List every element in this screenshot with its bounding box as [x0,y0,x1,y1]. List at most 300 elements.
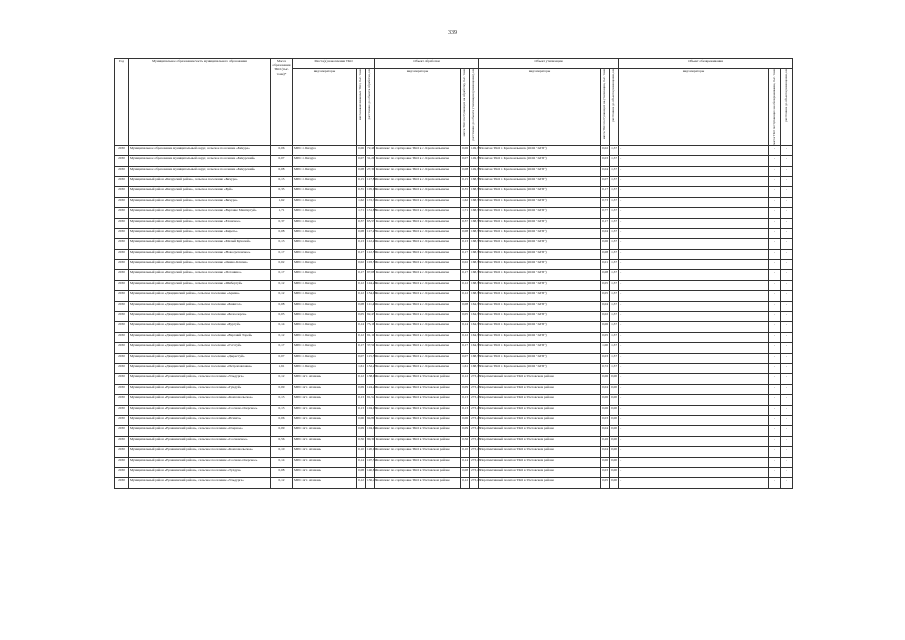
table-cell: 149,73 [470,166,479,176]
table-cell: 0,06 [357,145,366,155]
table-cell: 0,04 [601,384,610,394]
table-cell: 0,13 [461,395,470,405]
table-cell: Комплекс по сортировке ТКО в с. Красноильинске [375,364,461,374]
table-cell: 1,37 [610,249,619,259]
table-cell: - [619,145,769,155]
table-cell: Комплекс по сортировке ТКО в Улетовском районе [375,384,461,394]
table-cell: 0,04 [601,447,610,457]
table-cell: Муниципальный район «Еравнинский район», сельское поселение «Ульдурга» [129,374,271,384]
table-cell: 0,02 [601,145,610,155]
table-cell: 164,33 [470,301,479,311]
table-cell: Полигон ТКО г. Красноильинск (ООО "АТП") [479,166,601,176]
table-cell: 1,37 [610,208,619,218]
table-cell: 0,17 [357,270,366,280]
table-cell: - [769,249,781,259]
table-cell: Муниципальный район «Бичурский район», сельское поселение «Верхние Мангиртуй» [129,208,271,218]
table-cell: - [769,436,781,446]
table-cell: 111,42 [366,301,375,311]
table-cell: 1,71 [271,208,293,218]
table-cell: - [769,364,781,374]
table-cell: - [619,187,769,197]
table-cell: 1,62 [461,197,470,207]
table-cell: 104,15 [366,405,375,415]
table-cell: Муниципальный район «Еравнинский район», сельское поселение «Тулдун» [129,467,271,477]
table-row [115,374,793,384]
table-cell: 0,08 [271,301,293,311]
table-cell: 273,43 [470,426,479,436]
table-row [115,395,793,405]
table-cell: - [769,426,781,436]
table-cell: Полигон ТКО г. Красноильинск (ООО "АТП") [479,353,601,363]
table-row [115,166,793,176]
table-row [115,249,793,259]
table-row [115,187,793,197]
table-cell: 0,06 [601,457,610,467]
table-cell: Полигон ТКО г. Красноильинск (ООО "АТП") [479,156,601,166]
table-cell: 0,05 [357,312,366,322]
table-row [115,322,793,332]
table-cell: 1,00 [601,343,610,353]
table-row [115,280,793,290]
table-cell: - [781,249,793,259]
header-accumulation-v2: расстояние до объекта обработки, км [366,69,375,146]
table-cell: - [781,145,793,155]
table-cell: - [619,395,769,405]
table-cell: 0,35 [357,187,366,197]
table-cell: 2030 [115,436,129,446]
table-cell: - [769,405,781,415]
table-cell: 0,56 [461,436,470,446]
table-cell: МПС г. Бичура [293,228,357,238]
table-cell: 0,08 [271,467,293,477]
table-row [115,343,793,353]
table-cell: - [769,156,781,166]
table-cell: Комплекс по сортировке ТКО в Улетовском районе [375,426,461,436]
table-cell: - [769,374,781,384]
table-cell: 0,13 [461,239,470,249]
table-cell: - [619,374,769,384]
table-cell: 94,80 [366,415,375,425]
table-cell: - [619,457,769,467]
table-cell: МПС пгт. Атамань [293,457,357,467]
table-cell: 0,12 [357,280,366,290]
table-cell: 91,10 [366,332,375,342]
table-cell: 1,37 [610,332,619,342]
header-processing-v1: масса ТКО поступающих на обработку, тыс. тонн [461,69,470,146]
table-cell: 0,04 [601,301,610,311]
table-cell: - [769,312,781,322]
table-cell: 0,12 [357,332,366,342]
table-cell: МПС г. Бичура [293,239,357,249]
table-cell: - [781,405,793,415]
table-row [115,312,793,322]
table-cell: 0,72 [601,364,610,374]
table-cell: Полигон ТКО г. Красноильинск (ООО "АТП") [479,270,601,280]
header-utilization: Объект утилизации [479,59,619,69]
table-cell: - [619,228,769,238]
page-number: 339 [448,30,457,36]
table-cell: 2030 [115,156,129,166]
table-cell: 164,33 [470,343,479,353]
table-cell: - [769,280,781,290]
table-cell: - [619,415,769,425]
header-disposal-v1: масса ТКО поступающих на обезвреживание, тыс. тонн [769,69,781,146]
table-cell: МПС пгт. Атамань [293,405,357,415]
table-cell: МПС пгт. Атамань [293,436,357,446]
table-cell: Полигон ТКО г. Красноильинск (ООО "АТП") [479,239,601,249]
table-cell: Перспективный полигон ТКО в Улетовском районе [479,415,601,425]
table-cell: - [781,467,793,477]
table-cell: 0,08 [357,301,366,311]
table-cell: 0,04 [601,228,610,238]
table-cell: 117,89 [366,176,375,186]
table-row [115,364,793,374]
table-cell: 97,68 [366,270,375,280]
waste-flow-table [114,58,793,489]
table-cell: 168,33 [470,239,479,249]
table-cell: Комплекс по сортировке ТКО в с. Красноильинске [375,197,461,207]
table-cell: 2030 [115,249,129,259]
table-cell: 0,17 [357,249,366,259]
table-cell: 0,12 [271,280,293,290]
table-cell: 273,43 [470,374,479,384]
table-cell: 136,45 [366,478,375,488]
table-cell: 0,17 [461,249,470,259]
table-cell: - [619,353,769,363]
header-processing: Объект обработки [375,59,479,69]
table-cell: 0,12 [271,332,293,342]
table-cell: 0,14 [461,322,470,332]
table-cell: 0,13 [271,405,293,415]
table-row [115,156,793,166]
table-cell: 2030 [115,322,129,332]
table-cell: Комплекс по сортировке ТКО в с. Красноильинске [375,228,461,238]
table-cell: 27,39 [366,166,375,176]
table-cell: Комплекс по сортировке ТКО в с. Красноильинске [375,343,461,353]
table-cell: 168,33 [470,228,479,238]
table-cell: - [769,332,781,342]
table-cell: Муниципальный район «Еравнинский район», сельское поселение «Гундуй» [129,384,271,394]
table-cell: Перспективный полигон ТКО в Улетовском районе [479,384,601,394]
table-row [115,270,793,280]
table-cell: 273,43 [470,457,479,467]
table-cell: Муниципальный район «Бичурский район», сельское поселение «Буй» [129,187,271,197]
table-cell: - [781,426,793,436]
table-cell: Муниципальный район «Джидинский район», сельское поселение «Гэгэтуй» [129,343,271,353]
table-cell: Перспективный полигон ТКО в Улетовском районе [479,436,601,446]
table-cell: - [619,166,769,176]
table-cell: 1,61 [271,364,293,374]
table-cell: Муниципальный район «Джидинский район», сельское поселение «Петропавловка» [129,364,271,374]
table-cell: 1,37 [610,312,619,322]
table-cell: 0,12 [357,374,366,384]
table-cell: МПС г. Бичура [293,176,357,186]
table-cell: 0,08 [461,228,470,238]
table-cell: 0,06 [357,415,366,425]
table-cell: 2030 [115,270,129,280]
table-cell: 91,54 [366,395,375,405]
table-cell: 144,26 [366,280,375,290]
table-cell: 0,07 [357,353,366,363]
table-cell: 124,20 [366,384,375,394]
table-cell: 273,43 [470,384,479,394]
table-cell: 0,14 [357,457,366,467]
table-cell: - [769,208,781,218]
table-cell: - [769,322,781,332]
table-cell: Комплекс по сортировке ТКО в с. Красноильинске [375,249,461,259]
table-cell: - [619,364,769,374]
table-cell: - [769,478,781,488]
table-cell: - [781,301,793,311]
table-cell: - [769,239,781,249]
table-cell: - [781,176,793,186]
table-cell: 0,08 [461,467,470,477]
table-cell: 140,82 [366,467,375,477]
table-cell: 0,12 [461,291,470,301]
header-utilization-v1: масса ТКО поступающих на утилизацию, тыс. тонн [601,69,610,146]
table-cell: 2030 [115,208,129,218]
table-cell: - [781,457,793,467]
table-body [115,145,793,488]
table-cell: Перспективный полигон ТКО в Улетовском районе [479,457,601,467]
table-cell: 168,33 [470,280,479,290]
table-header [115,59,793,146]
table-cell: - [781,447,793,457]
table-cell: 0,37 [271,218,293,228]
table-cell: 168,33 [470,208,479,218]
table-row [115,353,793,363]
table-cell: Муниципальный район «Джидинский район», сельское поселение «Белоозерск» [129,312,271,322]
table-cell: МПС г. Бичура [293,343,357,353]
table-cell: 2030 [115,415,129,425]
table-cell: 0,07 [461,156,470,166]
header-disposal-v2: расстояние до объекта размещения, км [781,69,793,146]
table-cell: 168,33 [470,249,479,259]
table-cell: 0,07 [271,353,293,363]
table-cell: 2030 [115,457,129,467]
table-cell: 1,61 [461,364,470,374]
table-cell: 0,03 [601,467,610,477]
table-cell: МПС г. Бичура [293,156,357,166]
table-cell: 0,00 [610,405,619,415]
header-utilization-sub: вид/операторы [479,69,601,146]
header-disposal: Объект обезвреживания [619,59,793,69]
table-cell: 0,00 [610,478,619,488]
table-cell: 31,20 [366,156,375,166]
table-cell: 0,15 [461,176,470,186]
table-cell: - [781,395,793,405]
table-cell: Полигон ТКО г. Красноильинск (ООО "АТП") [479,208,601,218]
table-cell: 0,08 [271,228,293,238]
table-cell: - [619,249,769,259]
table-cell: Полигон ТКО г. Красноильинск (ООО "АТП") [479,312,601,322]
table-cell: 1,37 [610,280,619,290]
table-cell: - [769,384,781,394]
table-cell: МПС пгт. Атамань [293,426,357,436]
table-cell: - [619,218,769,228]
table-cell: - [619,291,769,301]
table-cell: - [769,343,781,353]
table-cell: - [781,478,793,488]
header-waste-mass: Масса образования ТКО (тыс. тонн)* [271,59,293,146]
table-cell: 0,13 [461,405,470,415]
table-cell: Полигон ТКО г. Красноильинск (ООО "АТП") [479,343,601,353]
table-cell: 273,43 [470,395,479,405]
table-cell: 168,33 [470,187,479,197]
table-cell: 0,02 [271,260,293,270]
table-cell: Полигон ТКО г. Красноильинск (ООО "АТП") [479,187,601,197]
table-cell: 1,37 [610,353,619,363]
table-row [115,332,793,342]
table-cell: Комплекс по сортировке ТКО в Улетовском районе [375,447,461,457]
table-cell: Муниципальный район «Еравнинский район», сельское поселение «Комсомольское» [129,447,271,457]
table-cell: 172,71 [366,197,375,207]
table-cell: 0,04 [601,166,610,176]
header-processing-sub: вид/операторы [375,69,461,146]
table-cell: 273,43 [470,467,479,477]
table-cell: 0,12 [461,478,470,488]
table-cell: Муниципальный район «Бичурский район», сельское поселение «Шибертуй» [129,280,271,290]
table-cell: - [619,478,769,488]
table-cell: - [781,384,793,394]
table-cell: 0,06 [461,145,470,155]
table-cell: Полигон ТКО г. Красноильинск (ООО "АТП") [479,197,601,207]
table-cell: Муниципальный район «Еравнинский район», сельское поселение «Сосново-Озерское» [129,405,271,415]
table-cell: 0,00 [610,426,619,436]
table-cell: - [781,197,793,207]
table-cell: 0,12 [271,478,293,488]
table-cell: 164,33 [470,332,479,342]
table-cell: Муниципальный район «Джидинский район», сельское поселение «Бургуй» [129,322,271,332]
table-cell: МПС г. Бичура [293,280,357,290]
table-cell: 168,33 [470,270,479,280]
table-cell: 0,56 [271,436,293,446]
table-cell: 0,08 [271,166,293,176]
table-cell: 104,02 [366,426,375,436]
table-row [115,467,793,477]
table-cell: Муниципальный район «Еравнинский район», сельское поселение «Сосновское» [129,436,271,446]
table-row [115,457,793,467]
table-cell: - [781,239,793,249]
table-cell: 65,53 [366,218,375,228]
table-cell: - [781,415,793,425]
table-cell: - [769,447,781,457]
table-cell: - [619,270,769,280]
table-cell: 0,03 [601,156,610,166]
table-cell: 0,12 [461,374,470,384]
table-cell: Комплекс по сортировке ТКО в Улетовском районе [375,478,461,488]
table-row [115,478,793,488]
table-cell: МПС пгт. Атамань [293,415,357,425]
table-cell: Муниципальный район «Еравнинский район», сельское поселение «Озерное» [129,426,271,436]
table-cell: Муниципальный район «Джидинский район», сельское поселение «Верхний Торей» [129,332,271,342]
table-cell: 0,06 [461,415,470,425]
table-cell: 0,08 [461,301,470,311]
table-cell: МПС г. Бичура [293,208,357,218]
table-cell: 0,17 [461,343,470,353]
table-cell: 168,33 [470,197,479,207]
table-cell: 0,06 [601,374,610,384]
table-cell: 0,01 [601,260,610,270]
table-cell: - [619,426,769,436]
table-cell: 1,37 [610,343,619,353]
table-cell: 0,02 [461,260,470,270]
table-cell: 0,17 [461,270,470,280]
table-cell: Комплекс по сортировке ТКО в с. Красноильинске [375,218,461,228]
table-cell: 0,17 [601,218,610,228]
table-cell: 0,10 [271,447,293,457]
table-cell: Перспективный полигон ТКО в Улетовском районе [479,395,601,405]
table-cell: 115,36 [366,353,375,363]
table-cell: - [781,353,793,363]
table-cell: МПС г. Бичура [293,291,357,301]
table-cell: - [619,343,769,353]
table-cell: Муниципальный район «Бичурский район», сельское поселение «Окино-Ключи» [129,260,271,270]
table-cell: 1,37 [610,260,619,270]
table-cell: Муниципальный район «Джидинский район», сельское поселение «Армак» [129,291,271,301]
table-cell: Полигон ТКО г. Красноильинск (ООО "АТП") [479,364,601,374]
table-cell: 0,00 [610,467,619,477]
table-cell: 2030 [115,228,129,238]
table-cell: - [769,218,781,228]
table-cell: 0,12 [271,374,293,384]
table-cell: Комплекс по сортировке ТКО в с. Красноильинске [375,187,461,197]
table-cell: 0,00 [610,395,619,405]
table-cell: 138,00 [366,374,375,384]
table-cell: МПС пгт. Атамань [293,384,357,394]
table-cell: Комплекс по сортировке ТКО в с. Красноильинске [375,145,461,155]
table-cell: Полигон ТКО г. Красноильинск (ООО "АТП") [479,291,601,301]
table-cell: МПС пгт. Атамань [293,478,357,488]
table-cell: 2030 [115,332,129,342]
table-cell: 0,06 [271,145,293,155]
table-cell: 0,07 [461,353,470,363]
table-cell: Комплекс по сортировке ТКО в Улетовском районе [375,415,461,425]
table-row [115,208,793,218]
table-cell: 168,33 [470,353,479,363]
table-cell: 2030 [115,187,129,197]
table-cell: - [619,447,769,457]
table-cell: Муниципальный район «Еравнинский район», сельское поселение «Сосново-Озерское» [129,457,271,467]
table-row [115,228,793,238]
table-cell: 0,05 [601,478,610,488]
table-cell: Полигон ТКО г. Красноильинск (ООО "АТП") [479,228,601,238]
table-cell: 0,03 [601,415,610,425]
table-row [115,436,793,446]
table-cell: - [781,436,793,446]
header-accumulation: Место(а) накопления ТКО [293,59,375,69]
table-cell: 0,12 [461,332,470,342]
table-cell: - [781,218,793,228]
table-cell: Комплекс по сортировке ТКО в с. Красноильинске [375,280,461,290]
table-cell: 0,08 [601,249,610,259]
table-cell: - [781,312,793,322]
table-cell: 273,43 [470,447,479,457]
table-cell: - [619,467,769,477]
table-cell: 164,33 [470,322,479,332]
table-cell: 0,08 [357,166,366,176]
table-cell: - [619,312,769,322]
table-cell: Комплекс по сортировке ТКО в с. Красноильинске [375,156,461,166]
table-cell: 0,13 [357,239,366,249]
table-cell: 73,16 [366,322,375,332]
table-cell: - [769,260,781,270]
table-cell: 0,00 [610,415,619,425]
header-utilization-v2: расстояние до объекта размещения, км [610,69,619,146]
table-cell: - [769,145,781,155]
header-accumulation-v1: масса накапливаемых ТКО, тыс. тонн [357,69,366,146]
table-cell: МПС пгт. Атамань [293,374,357,384]
